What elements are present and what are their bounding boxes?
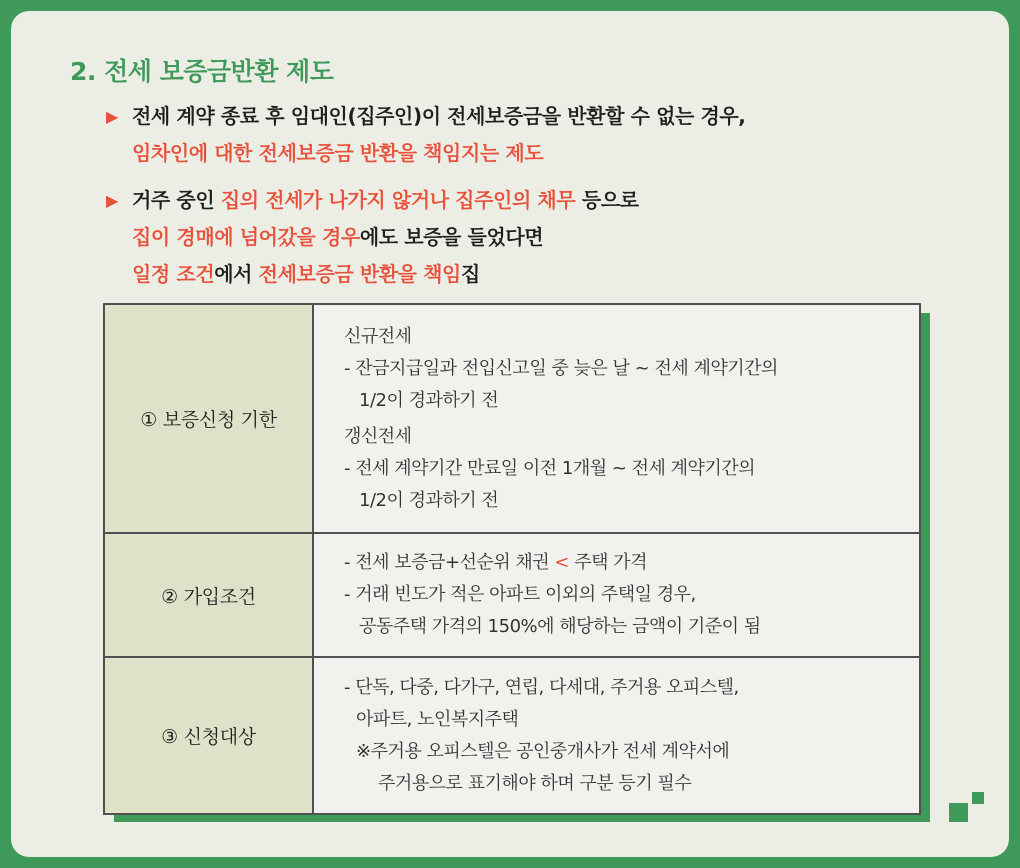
table-row <box>104 304 920 533</box>
condition-content: - 전세 보증금+선순위 채권 < 주택 가격 - 거래 빈도가 적은 아파트 이외의 주택일 경우, 공동주택 가격의 150%에 해당하는 금액이 기준이 됨 <box>313 533 920 657</box>
condition-label: ③ 신청대상 <box>104 657 313 814</box>
bullet-2 <box>106 182 639 293</box>
decorative-square-icon <box>972 792 984 804</box>
table-row <box>104 533 920 657</box>
table-row <box>104 657 920 814</box>
note-text: 주거용으로 표기해야 하며 구분 등기 필수 <box>378 772 692 794</box>
note-text: ※주거용 오피스텔은 공인중개사가 전세 계약서에 <box>356 740 730 762</box>
decorative-square-icon <box>949 803 968 822</box>
condition-label: ① 보증신청 기한 <box>104 304 313 533</box>
section-title: 2. 전세 보증금반환 제도 <box>70 57 334 86</box>
guarantee-info-table <box>103 303 921 815</box>
less-than-symbol: < <box>554 552 569 573</box>
bullet-line: 임차인에 대한 전세보증금 반환을 책임지는 제도 <box>132 141 544 165</box>
condition-content: 신규전세 - 잔금지급일과 전입신고일 중 늦은 날 ~ 전세 계약기간의 1/2이 경과하기 전 갱신전세 - 전세 계약기간 만료일 이전 1개월 ~ 전세 계약기간의 1/2이 경과하기 전 <box>313 304 920 533</box>
bullet-line: 집이 경매에 넘어갔을 경우에도 보증을 들었다면 <box>132 225 544 249</box>
subheading: 갱신전세 <box>344 425 412 447</box>
condition-label: ② 가입조건 <box>104 533 313 657</box>
triangle-bullet-icon: ▶ <box>106 191 118 210</box>
bullet-line: 거주 중인 집의 전세가 나가지 않거나 집주인의 채무 등으로 <box>132 188 639 212</box>
condition-content: - 단독, 다중, 다가구, 연립, 다세대, 주거용 오피스텔, 아파트, 노인복지주택 ※주거용 오피스텔은 공인중개사가 전세 계약서에 주거용으로 표기해야 하며 구분 등기 필수 <box>313 657 920 814</box>
triangle-bullet-icon: ▶ <box>106 107 118 126</box>
bullet-line: 일정 조건에서 전세보증금 반환을 책임집 <box>132 262 480 286</box>
bullet-1 <box>106 98 746 172</box>
bullet-line: 전세 계약 종료 후 임대인(집주인)이 전세보증금을 반환할 수 없는 경우, <box>132 104 746 128</box>
subheading: 신규전세 <box>344 325 412 347</box>
